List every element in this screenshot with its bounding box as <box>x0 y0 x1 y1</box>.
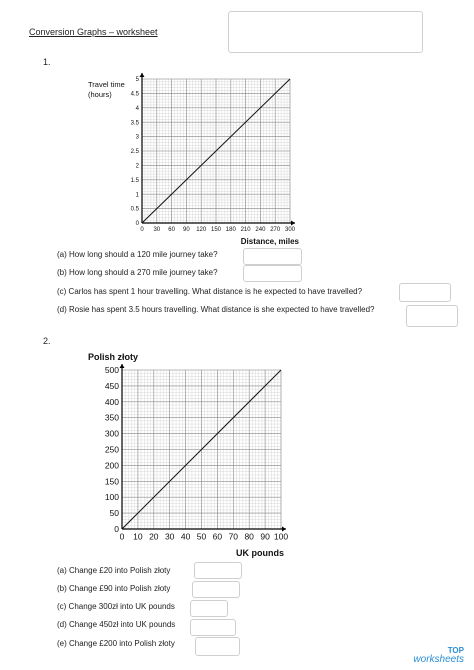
c2-x-tick-label: 90 <box>260 531 270 542</box>
q1-answer-b-box[interactable] <box>243 265 302 282</box>
chart-2-y-label: Polish złoty <box>88 352 139 362</box>
name-input-box[interactable] <box>228 11 423 53</box>
q1-question-a: (a) How long should a 120 mile journey take? <box>57 250 218 259</box>
c1-y-tick-label: 4 <box>135 105 139 112</box>
c2-x-tick-label: 50 <box>196 531 207 542</box>
c2-y-tick-label: 500 <box>104 364 119 375</box>
c1-y-tick-label: 5 <box>135 77 139 84</box>
c1-y-tick-label: 0 <box>135 221 139 228</box>
q1-question-c: (c) Carlos has spent 1 hour travelling. What distance is he expected to have travelled? <box>57 287 363 296</box>
c2-x-tick-label: 30 <box>164 531 175 542</box>
q1-answer-d-box[interactable] <box>406 305 458 327</box>
c1-x-tick-label: 150 <box>210 227 222 233</box>
q1-question-d: (d) Rosie has spent 3.5 hours travelling. What distance is she expected to have travelled? <box>57 305 375 314</box>
c2-y-tick-label: 400 <box>104 396 119 407</box>
c1-y-tick-label: 3.5 <box>130 120 139 127</box>
brand-top-text: TOP <box>447 646 464 655</box>
c1-y-axis-arrow <box>140 73 145 77</box>
c2-x-tick-label: 20 <box>149 531 159 542</box>
c2-y-axis-arrow <box>120 364 125 368</box>
chart-2-y-ticks <box>105 365 119 534</box>
question-1-number: 1. <box>43 57 51 67</box>
q1-answer-c-box[interactable] <box>399 283 451 302</box>
c2-y-tick-label: 150 <box>104 476 119 487</box>
chart-1-x-ticks <box>140 227 295 233</box>
chart-2-currency <box>86 344 298 562</box>
chart-1-y-label-line1: Travel time <box>88 80 125 89</box>
brand-name-text: worksheets <box>413 654 464 665</box>
c2-x-tick-label: 40 <box>180 531 191 542</box>
c2-y-tick-label: 50 <box>109 508 119 519</box>
c1-x-tick-label: 180 <box>225 227 236 233</box>
c1-x-axis-arrow <box>291 221 295 226</box>
c1-y-tick-label: 1 <box>135 192 139 199</box>
c2-y-tick-label: 100 <box>104 492 119 503</box>
chart-2-x-label: UK pounds <box>236 548 284 558</box>
c2-x-tick-label: 100 <box>273 531 289 542</box>
c2-y-tick-label: 0 <box>114 523 119 534</box>
q2-answer-d-box[interactable] <box>190 619 236 636</box>
c2-y-tick-label: 300 <box>104 428 119 439</box>
chart-1-y-label-line2: (hours) <box>88 90 112 99</box>
c2-x-tick-label: 0 <box>119 531 125 542</box>
chart-1-y-ticks <box>131 77 140 227</box>
c2-x-tick-label: 10 <box>133 531 143 542</box>
brand-logo <box>413 646 464 664</box>
q2-answer-a-box[interactable] <box>194 562 242 579</box>
worksheet-title: Conversion Graphs – worksheet <box>29 27 158 37</box>
c1-y-tick-label: 3 <box>135 134 139 141</box>
q2-question-b: (b) Change £90 into Polish złoty <box>57 584 171 593</box>
chart-1-x-label: Distance, miles <box>240 237 299 246</box>
c1-y-tick-label: 0.5 <box>130 206 139 213</box>
c1-x-tick-label: 0 <box>140 227 144 233</box>
q1-question-b: (b) How long should a 270 mile journey take? <box>57 268 218 277</box>
q2-question-c: (c) Change 300zł into UK pounds <box>57 602 175 611</box>
c1-x-tick-label: 270 <box>270 227 281 233</box>
c1-x-tick-label: 300 <box>284 227 296 233</box>
c1-x-tick-label: 60 <box>168 227 175 233</box>
q2-answer-c-box[interactable] <box>190 600 228 617</box>
c2-x-tick-label: 80 <box>244 531 254 542</box>
q2-question-a: (a) Change £20 into Polish złoty <box>57 566 171 575</box>
c1-y-tick-label: 4.5 <box>130 91 139 98</box>
c2-y-tick-label: 450 <box>104 380 119 391</box>
c1-y-tick-label: 2.5 <box>130 149 139 156</box>
c2-x-tick-label: 70 <box>228 531 239 542</box>
question-2-number: 2. <box>43 336 51 346</box>
c1-x-tick-label: 120 <box>196 227 207 233</box>
q2-answer-e-box[interactable] <box>195 637 240 656</box>
q1-answer-a-box[interactable] <box>243 248 302 265</box>
c1-y-tick-label: 1.5 <box>130 177 139 184</box>
c1-x-tick-label: 30 <box>153 227 161 233</box>
q2-question-e: (e) Change £200 into Polish złoty <box>57 639 175 648</box>
c2-x-tick-label: 60 <box>212 531 223 542</box>
c2-y-tick-label: 350 <box>104 412 119 423</box>
q2-answer-b-box[interactable] <box>192 581 240 598</box>
c1-x-tick-label: 90 <box>183 227 190 233</box>
c2-y-tick-label: 250 <box>104 444 119 455</box>
c1-y-tick-label: 2 <box>135 163 139 170</box>
chart-1-travel-time <box>80 66 310 248</box>
c1-x-tick-label: 210 <box>240 227 251 233</box>
c1-x-tick-label: 240 <box>255 227 266 233</box>
c2-y-tick-label: 200 <box>104 460 119 471</box>
q2-question-d: (d) Change 450zł into UK pounds <box>57 620 176 629</box>
chart-2-x-ticks <box>120 532 289 542</box>
